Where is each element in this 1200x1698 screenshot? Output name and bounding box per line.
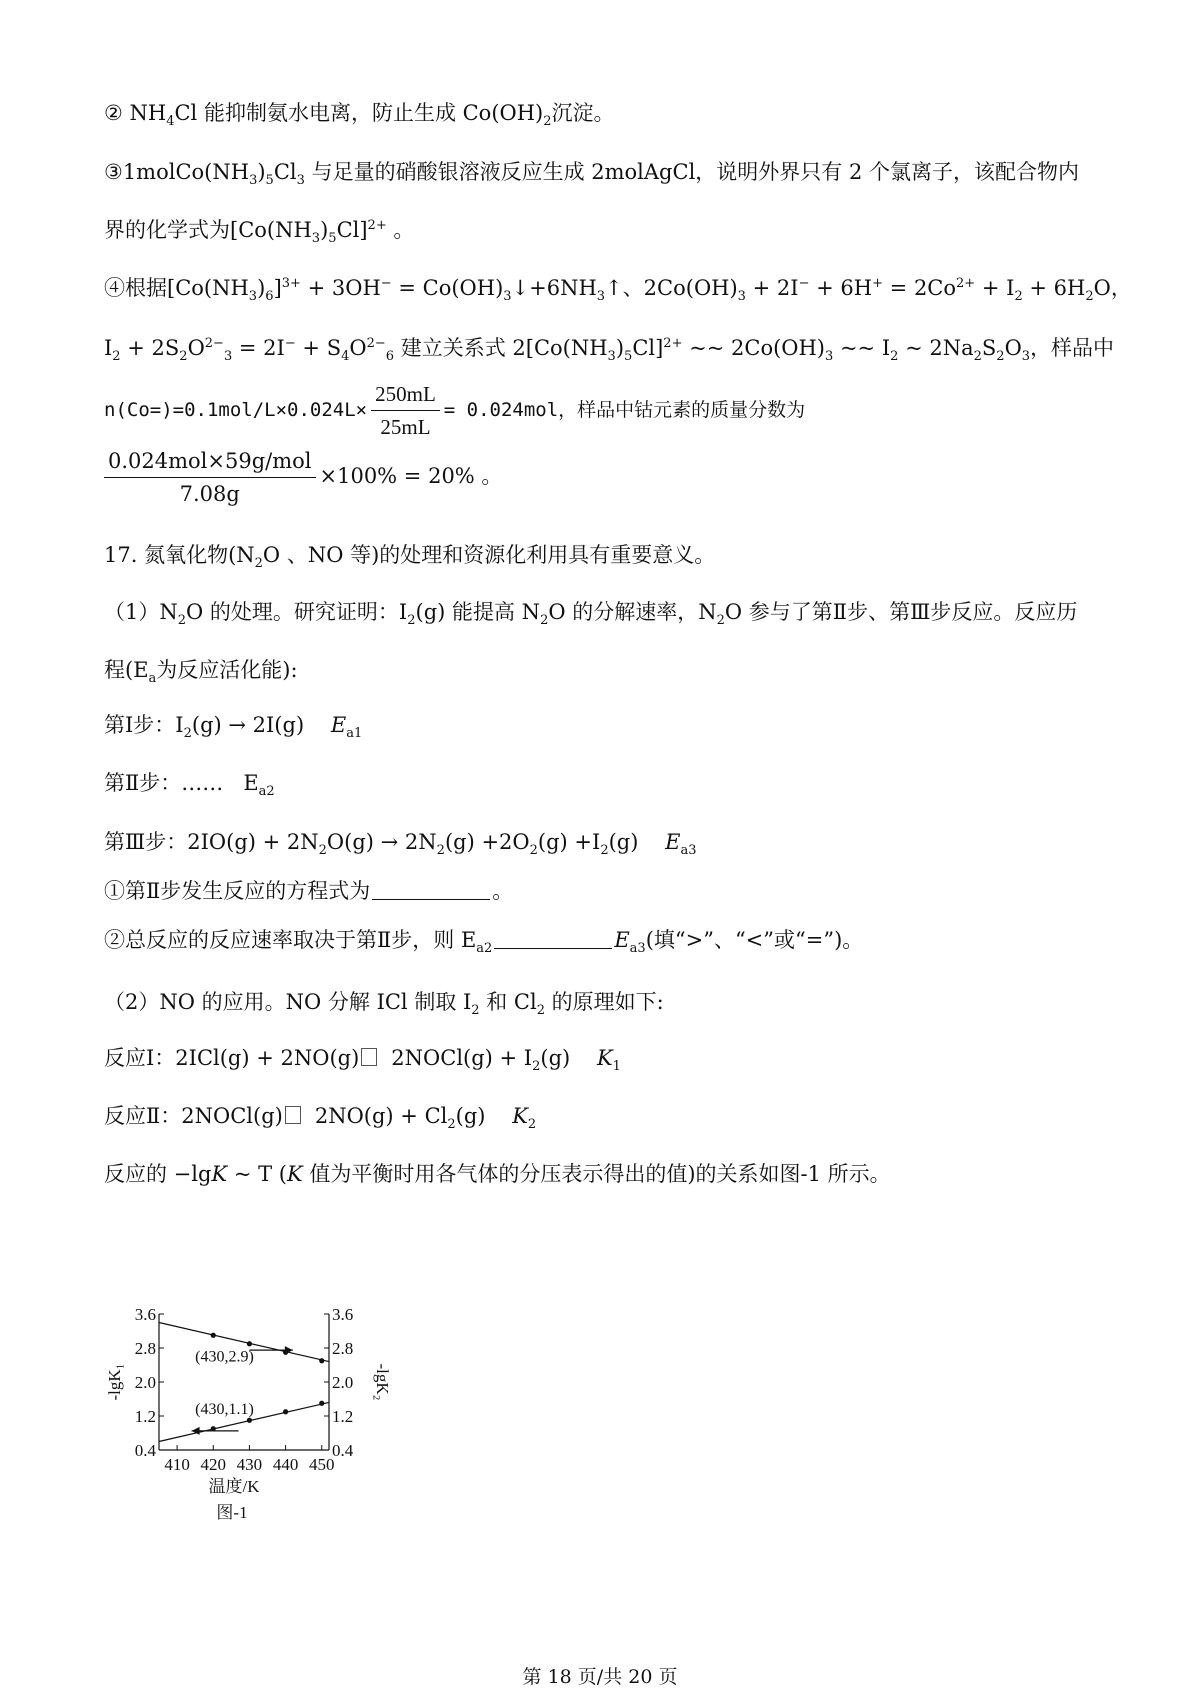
answer-blank-2[interactable] [494, 928, 612, 949]
data-point [319, 1358, 324, 1363]
y-tick-label-left: 2.0 [134, 1373, 156, 1392]
part1-line-2: 程($E_a$为反应活化能): [104, 658, 298, 687]
y-tick-label-right: 3.6 [332, 1305, 354, 1324]
data-point [283, 1409, 288, 1414]
y-tick-label-right: 2.8 [332, 1339, 354, 1358]
x-tick-label: 410 [164, 1455, 190, 1474]
page-footer: 第 18 页/共 20 页 [522, 1666, 678, 1688]
figure-intro: 反应的 −lgK ~ T (K 值为平衡时用各气体的分压表示得出的值)的关系如图-1 所示。 [104, 1162, 891, 1186]
y-tick-label-left: 0.4 [134, 1441, 156, 1460]
solution-line-3: $③1molCo(NH_3)_5Cl_3$ 与足量的硝酸银溶液反应生成 2molAgCl，说明外界只有 2 个氯离子，该配合物内 [104, 160, 1079, 189]
fraction-mass: $\frac{\text{0.024mol×59g/mol}}{7.08g}$ [104, 447, 316, 508]
x-tick-label: 450 [309, 1455, 335, 1474]
equilibrium-icon [361, 1048, 377, 1066]
y-tick-label-left: 1.2 [134, 1407, 156, 1426]
y-tick-label-right: 0.4 [332, 1441, 354, 1460]
fraction-250-25: $\frac{250mL}{25mL}$ [371, 380, 440, 441]
reaction-2: 反应Ⅱ：2NOCl(g) $2NO(g) + Cl_2(g)$ $K_2$ [104, 1104, 537, 1133]
y-tick-label-right: 1.2 [332, 1407, 354, 1426]
y-axis-label-left: -lgK₁ [105, 1363, 124, 1401]
data-point [319, 1401, 324, 1406]
x-tick-label: 430 [236, 1455, 263, 1474]
data-point [247, 1341, 252, 1346]
solution-line-7: n(Co=)=0.1mol/L×0.024L× $\frac{250mL}{25mL}$ = 0.024mol，样品中钴元素的质量分数为 [104, 382, 806, 439]
x-axis-label: 温度/K [208, 1477, 260, 1496]
x-tick-label: 440 [272, 1455, 299, 1474]
y-tick-label-left: 2.8 [134, 1339, 156, 1358]
step-1: 第Ⅰ步：$I_2(g) \to 2I(g)$ $E_{a1}$ [104, 713, 363, 742]
y-tick-label-left: 3.6 [134, 1305, 156, 1324]
question-17-title: 17. 氮氧化物($N_2O$ 、NO 等)的处理和资源化利用具有重要意义。 [104, 543, 716, 572]
x-tick-label: 420 [200, 1455, 227, 1474]
equilibrium-icon [285, 1106, 301, 1124]
answer-blank-1[interactable] [372, 879, 490, 900]
figure-1-chart [104, 1302, 404, 1532]
solution-line-2: ② $NH_4Cl$ 能抑制氨水电离，防止生成 $Co(OH)_2$沉淀。 [104, 101, 615, 130]
part2-line: （2）NO 的应用。NO 分解 ICl 制取 $I_2$ 和 $Cl_2$ 的原理如下: [104, 990, 664, 1019]
reaction-1: 反应Ⅰ：2ICl(g) + 2NO(g) 2NOCl(g) + $I_2(g)$ $K_1$ [104, 1046, 621, 1075]
question-b: ②总反应的反应速率取决于第Ⅱ步，则 $E_{a2}$ $E_{a3}$(填“>”、“<”或“=”)。 [104, 928, 864, 957]
annotation-label-1: (430,2.9) [195, 1348, 254, 1366]
step-3: 第Ⅲ步：$2IO(g) + 2N_2O(g) \to 2N_2(g) +2O_2(g) +I_2(g)$ $E_{a3}$ [104, 830, 697, 859]
data-point [247, 1418, 252, 1423]
y-tick-label-right: 2.0 [332, 1373, 354, 1392]
annotation-label-2: (430,1.1) [195, 1400, 254, 1418]
solution-line-8: $\frac{\text{0.024mol×59g/mol}}{7.08g}$ ×100% = 20% 。 [104, 446, 502, 508]
solution-line-6: $I_2 + 2S_2O^{2-}_3 = 2I^- + S_4O^{2-}_6$ 建立关系式 $2[Co(NH_3)_5Cl]^{2+}$ ~~ $2Co(OH)_3$ ~~ $I_2$ ~ $2Na_2S_2O_3$，样品中 [104, 336, 1115, 365]
step-2: 第Ⅱ步：…… $E_{a2}$ [104, 771, 275, 800]
question-a: ①第Ⅱ步发生反应的方程式为 。 [104, 879, 514, 903]
part1-line-1: $(1)N_2O$ 的处理。研究证明：$I_2(g)$ 能提高 $N_2O$ 的分解速率，$N_2O$ 参与了第Ⅱ步、第Ⅲ步反应。反应历 [104, 600, 1078, 629]
figure-caption: 图-1 [216, 1503, 248, 1522]
y-axis-label-right: -lgK₂ [373, 1363, 392, 1401]
solution-line-5: ④根据$[Co(NH_3)_6]^{3+} + 3OH^-$ = $Co(OH)_3↓+6NH_3↑$、$2Co(OH)_3 + 2I^- + 6H^+ = 2Co^{2+} + I_2 + 6H_2O$， [104, 276, 1132, 305]
solution-line-4: 界的化学式为$[Co(NH_3)_5Cl]^{2+}$ 。 [104, 218, 415, 247]
data-point [211, 1333, 216, 1338]
